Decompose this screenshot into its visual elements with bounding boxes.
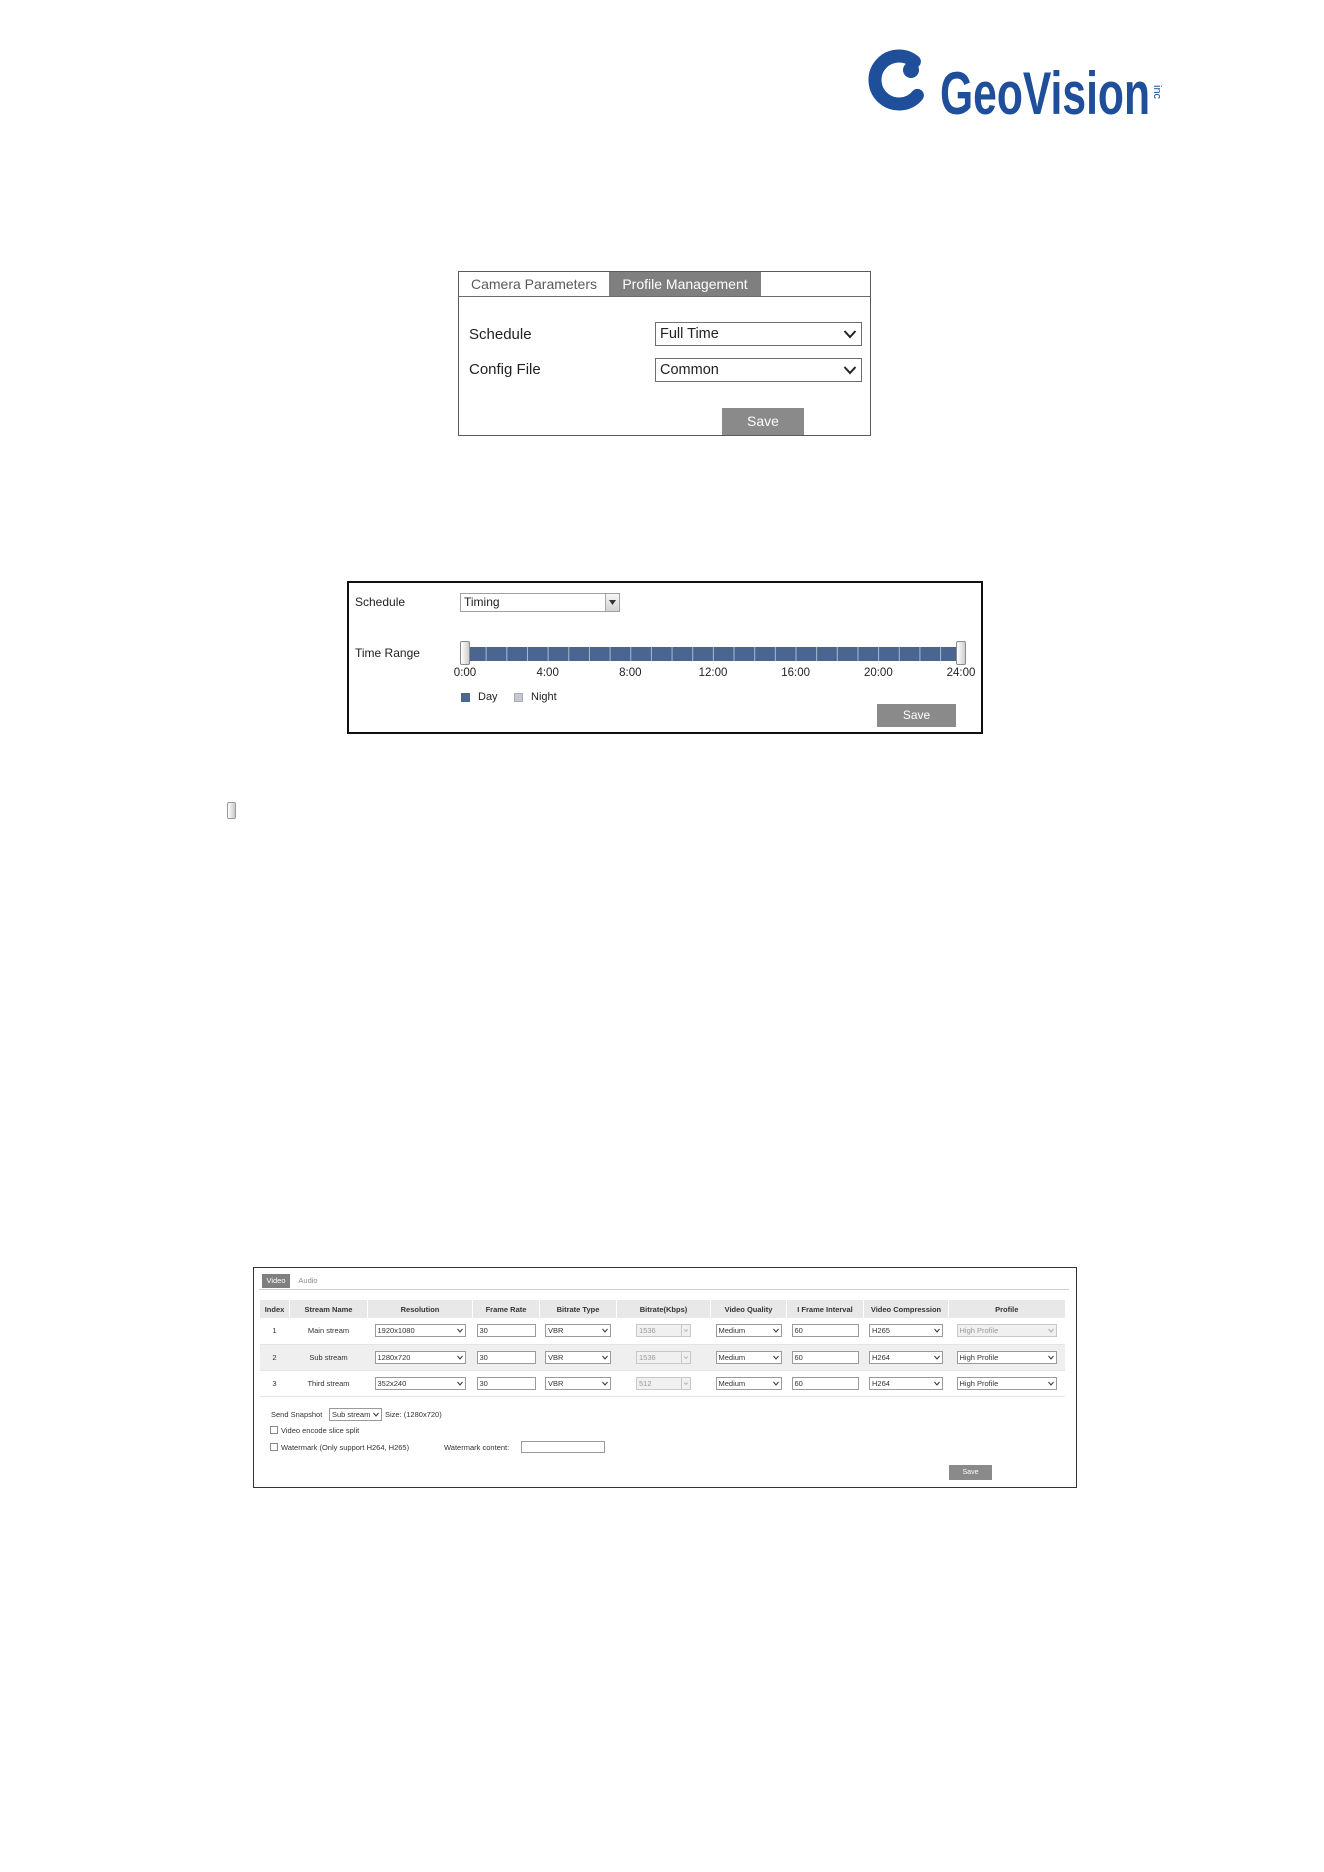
- profile-cell: [949, 1318, 1065, 1344]
- chevron-down-icon: [681, 1378, 690, 1389]
- bitrate-cell: [617, 1370, 711, 1396]
- hour-tick-marks: [465, 647, 961, 661]
- logo-wordmark: GeoVision: [940, 60, 1150, 120]
- range-end-handle[interactable]: [956, 641, 966, 665]
- night-legend-label: Night: [531, 691, 557, 703]
- tab-profile-management[interactable]: Profile Management: [609, 272, 761, 296]
- chevron-down-icon: [934, 1328, 940, 1333]
- schedule-label: Schedule: [355, 595, 406, 609]
- bitrate-cell: [617, 1344, 711, 1370]
- schedule-select[interactable]: [460, 593, 620, 612]
- column-header: Stream Name: [290, 1300, 368, 1318]
- bitrate-value: 512: [639, 1378, 652, 1388]
- resolution-value: 1920x1080: [377, 1326, 415, 1336]
- chevron-down-icon: [1048, 1355, 1054, 1360]
- time-range-label: Time Range: [355, 646, 420, 660]
- chevron-down-icon: [773, 1328, 779, 1333]
- column-header: Resolution: [368, 1300, 473, 1318]
- resolution-cell: [368, 1344, 473, 1370]
- tab-camera-parameters[interactable]: Camera Parameters: [470, 276, 598, 292]
- profile-value: High Profile: [959, 1378, 999, 1388]
- column-header: Video Quality: [711, 1300, 787, 1318]
- profile-value: High Profile: [959, 1326, 999, 1336]
- column-header: Bitrate(Kbps): [617, 1300, 711, 1318]
- profile-value: High Profile: [959, 1352, 999, 1362]
- video-settings-panel: [253, 1267, 1077, 1488]
- tab-bar: [459, 272, 870, 297]
- resolution-value: 1280x720: [377, 1352, 411, 1362]
- profile-management-panel: [458, 271, 871, 436]
- table-row: [260, 1318, 1065, 1344]
- chevron-down-icon: [457, 1328, 463, 1333]
- chevron-down-icon: [602, 1381, 608, 1386]
- index-cell: 2: [260, 1344, 290, 1370]
- chevron-down-icon: [602, 1355, 608, 1360]
- index-cell: 3: [260, 1370, 290, 1396]
- bitrate-type-cell: [540, 1318, 617, 1344]
- bitrate-type-cell: [540, 1344, 617, 1370]
- resolution-select[interactable]: [375, 1351, 466, 1364]
- watermark-content-input[interactable]: [521, 1441, 605, 1453]
- compression-select[interactable]: [869, 1377, 943, 1390]
- tick-label: 20:00: [863, 667, 893, 679]
- chevron-down-icon: [373, 1412, 379, 1417]
- chevron-down-icon: [457, 1355, 463, 1360]
- slice-split-checkbox[interactable]: [270, 1426, 278, 1434]
- stream-name-cell: Third stream: [290, 1370, 368, 1396]
- column-header: Index: [260, 1300, 290, 1318]
- send-snapshot-select[interactable]: [329, 1408, 382, 1421]
- compression-value: H264: [872, 1378, 890, 1388]
- watermark-label: Watermark (Only support H264, H265): [281, 1443, 410, 1452]
- watermark-checkbox[interactable]: [270, 1443, 278, 1451]
- resolution-select[interactable]: [375, 1377, 466, 1390]
- column-header: Video Compression: [864, 1300, 949, 1318]
- video-quality-cell: [711, 1370, 787, 1396]
- bitrate-value: 1536: [639, 1352, 656, 1362]
- send-snapshot-value: Sub stream: [332, 1410, 371, 1419]
- chevron-down-icon: [934, 1355, 940, 1360]
- bitrate-select: [636, 1351, 691, 1364]
- stream-table: [259, 1300, 1065, 1397]
- bitrate-type-value: VBR: [548, 1352, 564, 1362]
- schedule-select-value: Timing: [464, 595, 500, 609]
- triangle-down-icon: [609, 600, 616, 605]
- i-frame-interval-cell: [787, 1318, 864, 1344]
- tick-label: 16:00: [781, 667, 811, 679]
- frame-rate-input[interactable]: [477, 1377, 536, 1390]
- frame-rate-cell: [473, 1318, 540, 1344]
- snapshot-size-text: Size: (1280x720): [385, 1410, 442, 1419]
- resolution-value: 352x240: [377, 1378, 407, 1388]
- tick-label: 8:00: [619, 667, 642, 679]
- video-quality-select[interactable]: [716, 1351, 782, 1364]
- column-header: I Frame Interval: [787, 1300, 864, 1318]
- compression-select[interactable]: [869, 1324, 943, 1337]
- tick-label: 0:00: [453, 667, 477, 679]
- save-button[interactable]: Save: [949, 1465, 992, 1480]
- tab-audio[interactable]: Audio: [298, 1276, 318, 1285]
- compression-cell: [864, 1318, 949, 1344]
- video-quality-value: Medium: [718, 1326, 746, 1336]
- schedule-select[interactable]: [655, 322, 862, 346]
- day-legend-label: Day: [478, 691, 498, 703]
- watermark-content-label: Watermark content:: [444, 1443, 510, 1452]
- tick-label: 24:00: [946, 667, 976, 679]
- tab-video[interactable]: Video: [262, 1274, 290, 1288]
- chevron-down-icon: [934, 1381, 940, 1386]
- tick-label: 12:00: [698, 667, 728, 679]
- config-file-select[interactable]: [655, 358, 862, 382]
- schedule-select-value: Full Time: [660, 326, 719, 342]
- profile-select[interactable]: [957, 1377, 1057, 1390]
- schedule-label: Schedule: [469, 326, 532, 343]
- video-quality-select[interactable]: [716, 1377, 782, 1390]
- bitrate-type-cell: [540, 1370, 617, 1396]
- bitrate-select: [636, 1324, 691, 1337]
- stream-name-cell: Sub stream: [290, 1344, 368, 1370]
- chevron-down-icon: [773, 1355, 779, 1360]
- send-snapshot-label: Send Snapshot: [271, 1410, 323, 1419]
- tab-divider: [259, 1289, 1069, 1290]
- resolution-cell: [368, 1318, 473, 1344]
- bitrate-select: [636, 1377, 691, 1390]
- geovision-logo: [866, 38, 1170, 120]
- video-quality-select[interactable]: [716, 1324, 782, 1337]
- bitrate-cell: [617, 1318, 711, 1344]
- frame-rate-cell: [473, 1370, 540, 1396]
- range-start-handle[interactable]: [460, 641, 470, 665]
- column-header: Bitrate Type: [540, 1300, 617, 1318]
- night-legend-swatch: [514, 693, 523, 702]
- day-night-schedule-panel: [347, 581, 983, 734]
- i-frame-interval-input[interactable]: [792, 1324, 859, 1337]
- compression-select[interactable]: [869, 1351, 943, 1364]
- table-row: [260, 1370, 1065, 1396]
- column-header: Frame Rate: [473, 1300, 540, 1318]
- save-button[interactable]: Save: [722, 408, 804, 435]
- video-quality-value: Medium: [718, 1352, 746, 1362]
- bitrate-type-value: VBR: [548, 1378, 564, 1388]
- frame-rate-input[interactable]: [477, 1351, 536, 1364]
- profile-cell: [949, 1370, 1065, 1396]
- column-header: Profile: [949, 1300, 1065, 1318]
- frame-rate-cell: [473, 1344, 540, 1370]
- compression-value: H264: [872, 1352, 890, 1362]
- save-button[interactable]: Save: [877, 704, 956, 727]
- config-file-label: Config File: [469, 361, 541, 378]
- slider-handle-icon: [227, 802, 236, 819]
- bitrate-type-select[interactable]: [545, 1351, 611, 1364]
- chevron-down-icon: [843, 329, 857, 339]
- i-frame-interval-input[interactable]: [792, 1377, 859, 1390]
- chevron-down-icon: [457, 1381, 463, 1386]
- bitrate-type-value: VBR: [548, 1326, 564, 1336]
- chevron-down-icon: [681, 1325, 690, 1336]
- table-row: [260, 1344, 1065, 1370]
- table-header-row: [260, 1300, 1065, 1318]
- video-quality-cell: [711, 1318, 787, 1344]
- index-cell: 1: [260, 1318, 290, 1344]
- resolution-cell: [368, 1370, 473, 1396]
- config-file-select-value: Common: [660, 362, 719, 378]
- resolution-select[interactable]: [375, 1324, 466, 1337]
- frame-rate-input[interactable]: [477, 1324, 536, 1337]
- chevron-down-icon: [1048, 1381, 1054, 1386]
- logo-suffix: inc: [1151, 85, 1163, 100]
- chevron-down-icon: [681, 1352, 690, 1363]
- tick-label: 4:00: [536, 667, 559, 679]
- i-frame-interval-cell: [787, 1344, 864, 1370]
- chevron-down-icon: [602, 1328, 608, 1333]
- video-quality-cell: [711, 1344, 787, 1370]
- chevron-down-icon: [773, 1381, 779, 1386]
- profile-cell: [949, 1344, 1065, 1370]
- bitrate-type-select[interactable]: [545, 1377, 611, 1390]
- bitrate-value: 1536: [639, 1326, 656, 1336]
- profile-select: [957, 1324, 1057, 1337]
- i-frame-interval-cell: [787, 1370, 864, 1396]
- compression-cell: [864, 1370, 949, 1396]
- slice-split-label: Video encode slice split: [281, 1426, 360, 1435]
- stream-name-cell: Main stream: [290, 1318, 368, 1344]
- chevron-down-icon: [843, 365, 857, 375]
- compression-cell: [864, 1344, 949, 1370]
- bitrate-type-select[interactable]: [545, 1324, 611, 1337]
- chevron-down-icon: [1048, 1328, 1054, 1333]
- i-frame-interval-input[interactable]: [792, 1351, 859, 1364]
- compression-value: H265: [872, 1326, 890, 1336]
- day-legend-swatch: [461, 693, 470, 702]
- dropdown-button[interactable]: [605, 594, 619, 611]
- logo-dot-icon: [903, 62, 919, 78]
- video-quality-value: Medium: [718, 1378, 746, 1388]
- profile-select[interactable]: [957, 1351, 1057, 1364]
